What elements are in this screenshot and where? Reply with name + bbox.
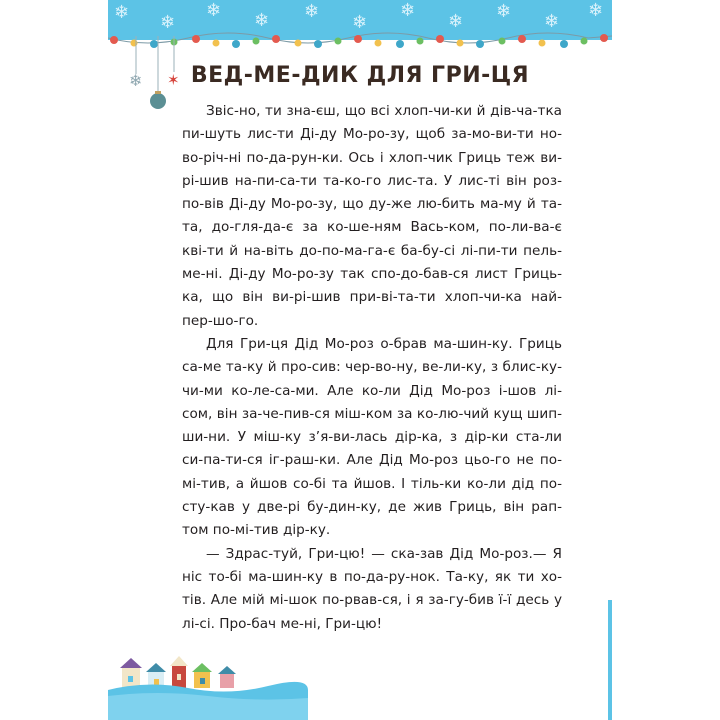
paragraph: Звіс-но, ти зна-єш, що всі хлоп-чи-ки й дів-ча-тка пи-шуть лис-ти Ді-ду Мо-ро-зу, щоб за-мо-ви-ти но-во-річ-ні по-да-рун-ки. Ось і хлоп-чик Гриць теж ви-рі-шив на-пи-са-ти та-ко-го лис-та. У лис-ті він роз-по-вів Ді-ду Мо-ро-зу, що ду-же лю-бить ма-му й та-та, до-гля-да-є за ко-ше-ням Вась-ком, по-ли-ва-є кві-ти й на-віть до-по-ма-га-є ба-бу-сі лі-пи-ти пель-ме-ні. Ді-ду Мо-ро-зу так спо-до-бав-ся лист Гриць-ка, що він ви-рі-шив при-ві-та-ти хлоп-чи-ка най-пер-шо-го. — [182, 103, 562, 329]
paragraph: — Здрас-туй, Гри-цю! — ска-зав Дід Мо-роз.— Я ніс то-бі ма-шин-ку в по-да-ру-нок. Та-ку, як ти хо-тів. Але мій мі-шок по-рвав-ся, і я за-гу-бив ї-ї десь у лі-сі. Про-бач ме-ні, Гри-цю! — [182, 545, 562, 632]
snowflake-icon: ❄ — [254, 10, 270, 31]
snowflake-icon: ❄ — [304, 1, 320, 22]
snowflake-icon: ❄ — [588, 0, 604, 21]
page-edge-decoration — [608, 600, 612, 720]
snowflake-icon: ❄ — [206, 0, 222, 21]
svg-text:❄: ❄ — [129, 71, 143, 90]
snowflake-icon: ❄ — [448, 11, 464, 32]
story-text — [182, 100, 562, 636]
story-title: ВЕД-МЕ-ДИК ДЛЯ ГРИ-ЦЯ — [190, 63, 530, 88]
paragraph: Для Гри-ця Дід Мо-роз о-брав ма-шин-ку. Гриць са-ме та-ку й про-сив: чер-во-ну, ве-ли-ку, з блис-ку-чи-ми ко-ле-са-ми. Але ко-ли Дід Мо-роз і-шов лі-сом, він за-че-пив-ся міш-ком за ко-лю-чий кущ шип-ши-ни. У міш-ку з’я-ви-лась дір-ка, з дір-ки ста-ли си-па-ти-ся іг-раш-ки. Але Дід Мо-роз цьо-го не по-мі-тив, а йшов со-бі та йшов. І тіль-ки ко-ли дід по-сту-кав у две-рі бу-дин-ку, де жив Гриць, він рап-том по-мі-тив дір-ку. — [182, 335, 562, 539]
book-page — [108, 0, 612, 720]
snowflake-icon: ❄ — [544, 11, 560, 32]
snowflake-icon: ❄ — [352, 12, 368, 33]
snowflake-icon: ❄ — [496, 1, 512, 22]
snowflake-icon: ❄ — [114, 2, 130, 23]
village-decoration — [108, 650, 308, 720]
snowflake-icon: ❄ — [400, 0, 416, 21]
house-icon — [120, 656, 236, 690]
snowflake-icon: ❄ — [160, 12, 176, 33]
svg-text:✶: ✶ — [167, 71, 180, 89]
bauble-icon — [150, 91, 166, 109]
